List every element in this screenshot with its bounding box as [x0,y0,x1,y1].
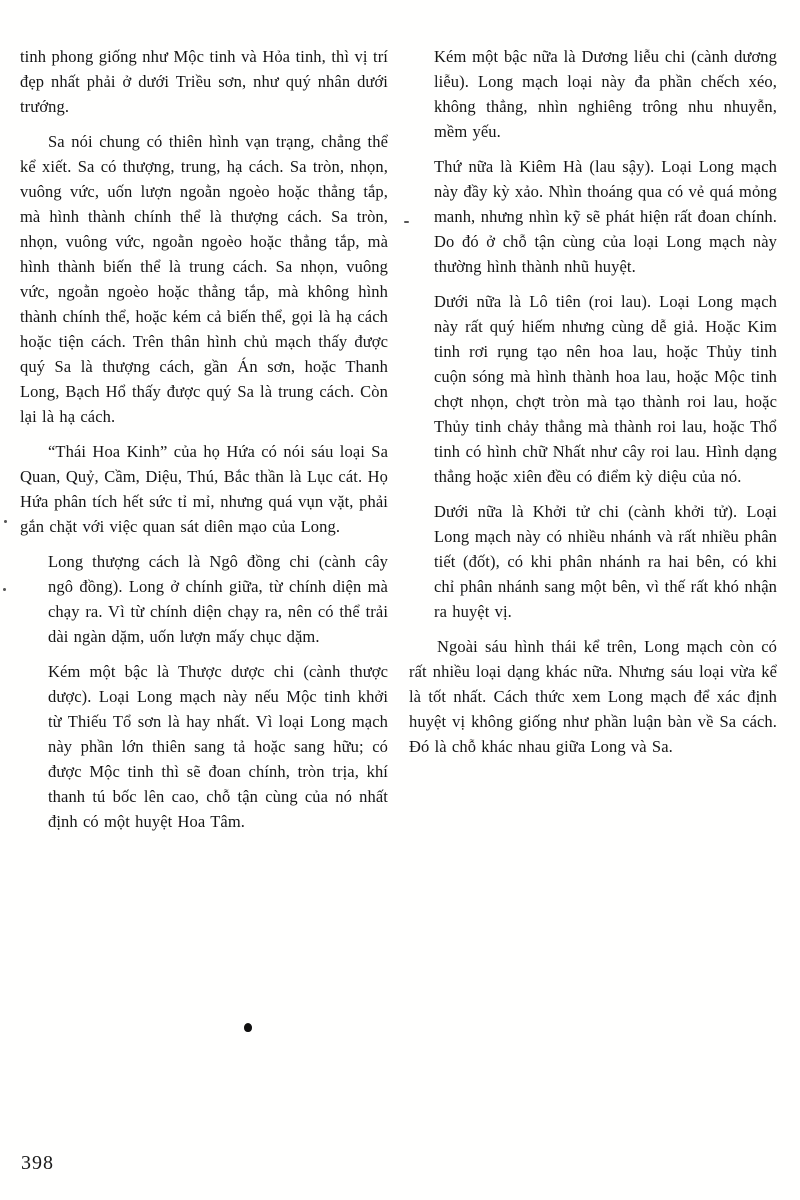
paragraph: “Thái Hoa Kinh” của họ Hứa có nói sáu loại Sa Quan, Quỷ, Cầm, Diệu, Thú, Bắc thần là Lục cát. Họ Hứa phân tích hết sức tỉ mỉ, nhưng quá vụn vặt, phải gắn chặt với việc quan sát diên mạo của Long. [20,442,388,536]
ink-dot-ornament [244,1023,252,1032]
page-number: 398 [21,1152,54,1174]
paragraph: Thứ nữa là Kiêm Hà (lau sậy). Loại Long mạch này đầy kỳ xảo. Nhìn thoáng qua có vẻ quá mỏng manh, nhưng nhìn kỹ sẽ phát hiện rất đoan chính. Do đó ở chỗ tận cùng của loại Long mạch này thường hình thành nhũ huyệt. [434,157,777,276]
paragraph: Dưới nữa là Lô tiên (roi lau). Loại Long mạch này rất quý hiếm nhưng cùng dễ giả. Hoặc Kim tinh rơi rụng tạo nên hoa lau, hoặc Thủy tinh cuộn sóng mà hình thành hoa lau, hoặc Mộc tinh chợt nhọn, chợt tròn mà tạo thành roi lau, hoặc Thủy tinh chảy thẳng mà thành roi lau, hoặc Thổ tinh có hình chữ Nhất như cây roi lau. Hình dạng thẳng hoặc xiên đều có điểm kỳ diệu của nó. [434,292,777,486]
right-column [409,44,777,844]
paragraph: Long thượng cách là Ngô đồng chi (cành cây ngô đồng). Long ở chính giữa, từ chính diện mà chạy ra. Vì từ chính diện chạy ra, nên có thể trải dài ngàn dặm, uốn lượn mấy chục dặm. [48,552,388,646]
paragraph: Kém một bậc là Thược dược chi (cành thược dược). Loại Long mạch này nếu Mộc tinh khởi từ Thiếu Tổ sơn là hay nhất. Vì loại Long mạch này phần lớn thiên sang tả hoặc sang hữu; có được Mộc tinh thì sẽ đoan chính, tròn trịa, khí thanh tú bốc lên cao, chỗ tận cùng của nó nhất định có một huyệt Hoa Tâm. [48,662,388,831]
scan-speck [4,520,7,523]
text-columns [20,44,776,844]
scan-speck [3,588,6,591]
scan-speck [404,221,409,223]
paragraph: Dưới nữa là Khởi tử chi (cành khởi tử). Loại Long mạch này có nhiều nhánh và rất nhiều phân tiết (đốt), có khi phân nhánh ra hai bên, có khi chỉ phân nhánh sang một bên, vì thế rất khó nhận ra huyệt vị. [434,502,777,621]
paragraph: tinh phong giống như Mộc tinh và Hỏa tinh, thì vị trí đẹp nhất phải ở dưới Triều sơn, như quý nhân dưới trướng. [20,47,388,116]
paragraph: Sa nói chung có thiên hình vạn trạng, chẳng thể kể xiết. Sa có thượng, trung, hạ cách. Sa tròn, nhọn, vuông vức, uốn lượn ngoằn ngoèo hoặc thẳng tắp, mà hình thành chính thể là thượng cách. Sa tròn, nhọn, vuông vức, ngoằn ngoèo hoặc thẳng tắp, mà hình thành biến thể là trung cách. Sa nhọn, vuông vức, ngoằn ngoèo hoặc thẳng tắp, mà không hình thành chính thể, hoặc kém cả biến thể, gọi là hạ cách hoặc tiện cách. Trên thân hình chủ mạch thấy được quý Sa là thượng cách, gần Án sơn, hoặc Thanh Long, Bạch Hổ thấy được quý Sa là trung cách. Còn lại là hạ cách. [20,132,388,426]
paragraph: Ngoài sáu hình thái kể trên, Long mạch còn có rất nhiều loại dạng khác nữa. Nhưng sáu loại vừa kể là tốt nhất. Cách thức xem Long mạch để xác định huyệt vị không giống như phần luận bàn về Sa cách. Đó là chỗ khác nhau giữa Long và Sa. [409,637,777,756]
left-column [20,44,388,844]
paragraph: Kém một bậc nữa là Dương liễu chi (cành dương liễu). Long mạch loại này đa phần chếch xéo, không thẳng, nhìn nghiêng trông nhu nhuyễn, mềm yếu. [434,47,777,141]
